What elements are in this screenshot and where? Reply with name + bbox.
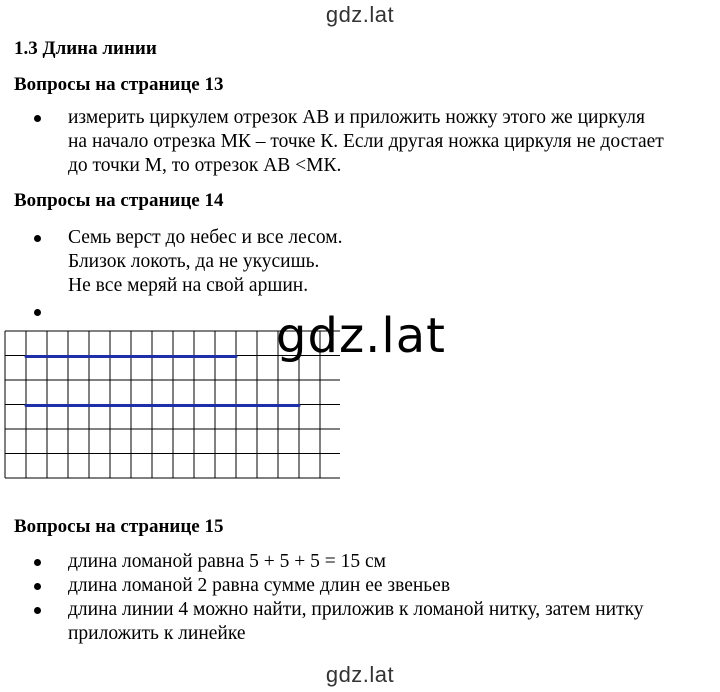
watermark-bottom: gdz.lat — [325, 662, 395, 687]
item-line: Близок локоть, да не укусишь. — [68, 251, 320, 272]
bullet-dot — [34, 583, 41, 590]
item-line: длина ломаной равна 5 + 5 + 5 = 15 см — [68, 551, 386, 572]
watermark-top: gdz.lat — [325, 2, 395, 27]
section-heading-p13: Вопросы на странице 13 — [14, 74, 224, 95]
section-heading-p14: Вопросы на странице 14 — [14, 190, 224, 211]
item-line: длина линии 4 можно найти, приложив к ломаной нитку, затем нитку — [68, 599, 644, 620]
bullet-dot — [34, 607, 41, 614]
list-item — [34, 226, 710, 298]
section-list-p13 — [34, 106, 710, 178]
item-line: Не все меряй на свой аршин. — [68, 275, 309, 296]
item-line: до точки М, то отрезок АВ <МК. — [68, 155, 342, 176]
section-list-p15 — [34, 550, 710, 646]
item-line: на начало отрезка МК – точке К. Если другая ножка циркуля не достает — [68, 131, 664, 152]
bullet-dot — [34, 559, 41, 566]
list-item — [34, 574, 710, 598]
item-line: Семь верст до небес и все лесом. — [68, 227, 343, 248]
bullet-dot — [34, 309, 41, 316]
bullet-dot — [34, 115, 41, 122]
drawn-segments — [26, 357, 299, 406]
item-line: измерить циркулем отрезок АВ и приложить ножку этого же циркуля — [68, 107, 645, 128]
bullet-dot — [34, 235, 41, 242]
list-item — [34, 598, 710, 646]
list-item — [34, 550, 710, 574]
watermark-logo: gdz.lat — [276, 308, 446, 364]
item-line: приложить к линейке — [68, 623, 246, 644]
page-title: 1.3 Длина линии — [14, 38, 157, 59]
item-line: длина ломаной 2 равна сумме длин ее звеньев — [68, 575, 451, 596]
section-heading-p15: Вопросы на странице 15 — [14, 516, 224, 537]
list-item — [34, 106, 710, 178]
